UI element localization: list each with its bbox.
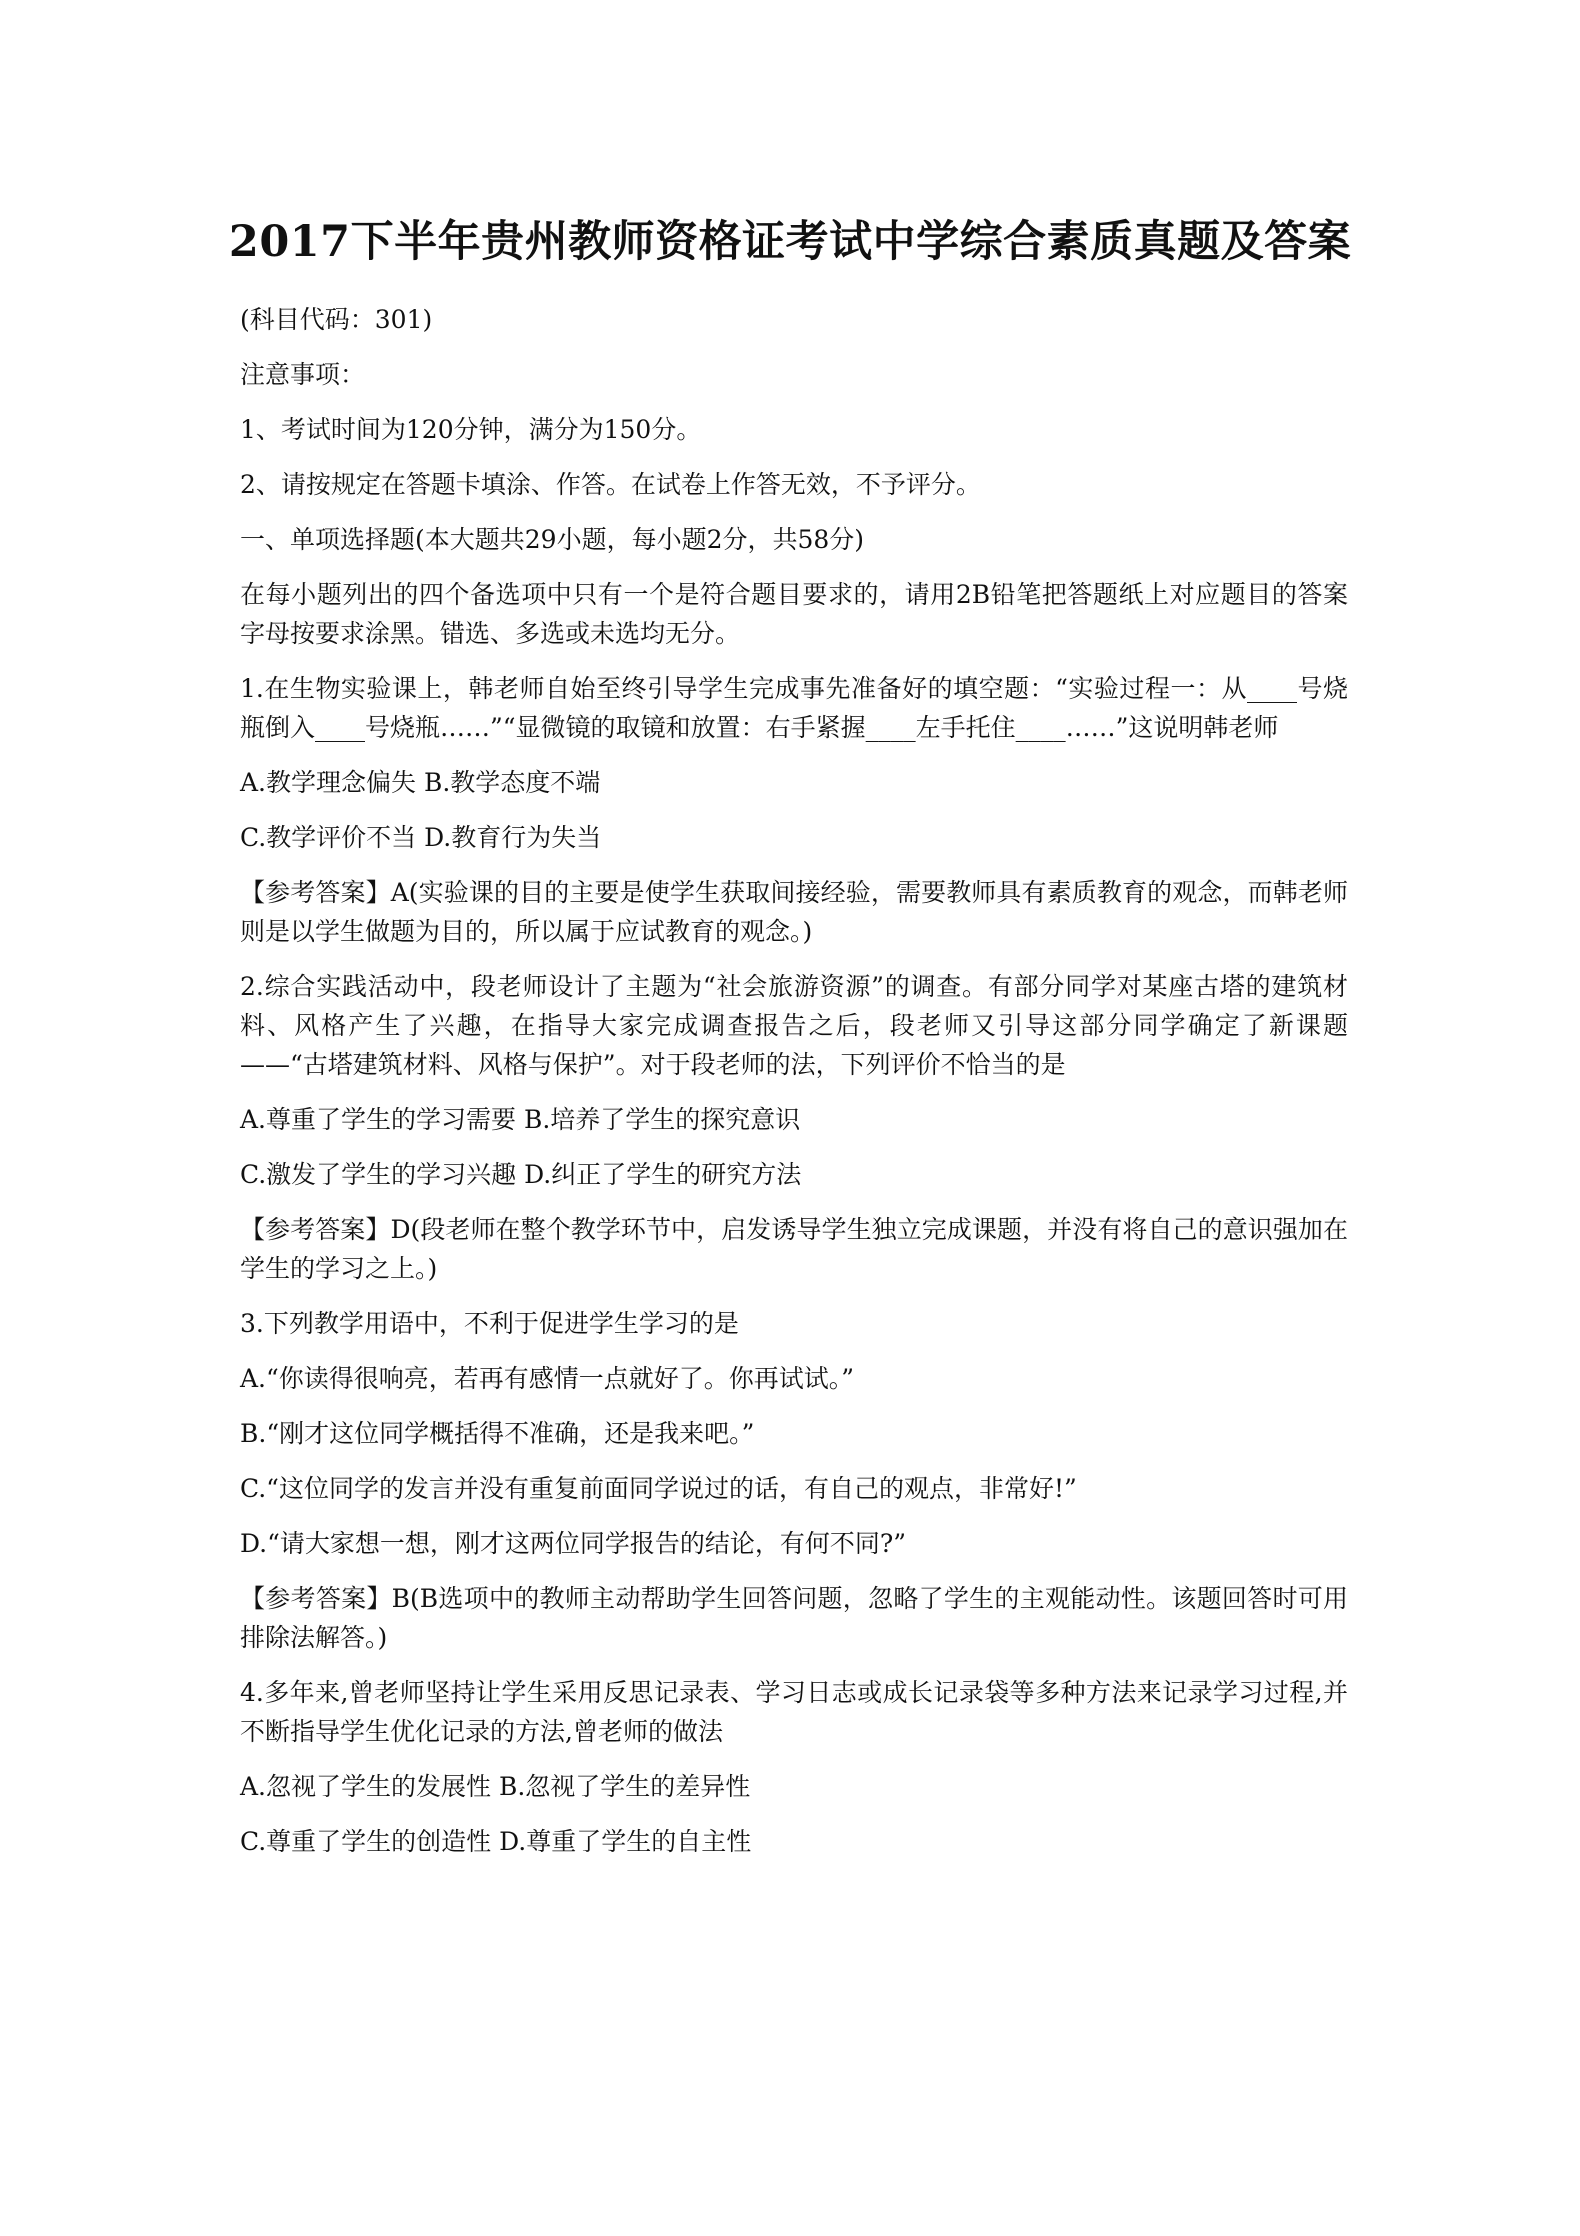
question-option: D.“请大家想一想，刚才这两位同学报告的结论，有何不同?”	[240, 1529, 907, 1558]
reference-answer: 【参考答案】B(B选项中的教师主动帮助学生回答问题，忽略了学生的主观能动性。该题回答时可用排除法解答。)	[240, 1584, 1348, 1652]
question-options: C.激发了学生的学习兴趣 D.纠正了学生的研究方法	[240, 1160, 802, 1189]
reference-answer: 【参考答案】A(实验课的目的主要是使学生获取间接经验，需要教师具有素质教育的观念，而韩老师则是以学生做题为目的，所以属于应试教育的观念。)	[240, 878, 1348, 946]
document-body	[240, 300, 1348, 1877]
question-stem: 2.综合实践活动中，段老师设计了主题为“社会旅游资源”的调查。有部分同学对某座古塔的建筑材料、风格产生了兴趣，在指导大家完成调查报告之后，段老师又引导这部分同学确定了新课题——“古塔建筑材料、风格与保护”。对于段老师的法，下列评价不恰当的是	[240, 972, 1348, 1079]
notice-item: 1、考试时间为120分钟，满分为150分。	[240, 415, 702, 444]
question-options: A.教学理念偏失 B.教学态度不端	[240, 768, 601, 797]
notice-item: 2、请按规定在答题卡填涂、作答。在试卷上作答无效，不予评分。	[240, 470, 981, 499]
question-options: C.教学评价不当 D.教育行为失当	[240, 823, 602, 852]
question-stem: 4.多年来,曾老师坚持让学生采用反思记录表、学习日志或成长记录袋等多种方法来记录学习过程,并不断指导学生优化记录的方法,曾老师的做法	[240, 1678, 1348, 1746]
question-stem: 1.在生物实验课上，韩老师自始至终引导学生完成事先准备好的填空题：“实验过程一：从____号烧瓶倒入____号烧瓶……”“显微镜的取镜和放置：右手紧握____左手托住____……”这说明韩老师	[240, 674, 1348, 742]
question-option: B.“刚才这位同学概括得不准确，还是我来吧。”	[240, 1419, 755, 1448]
subject-code: (科目代码：301)	[240, 305, 433, 334]
question-option: C.“这位同学的发言并没有重复前面同学说过的话，有自己的观点，非常好!”	[240, 1474, 1077, 1503]
reference-answer: 【参考答案】D(段老师在整个教学环节中，启发诱导学生独立完成课题，并没有将自己的意识强加在学生的学习之上。)	[240, 1215, 1348, 1283]
notice-heading: 注意事项：	[240, 360, 366, 389]
question-stem: 3.下列教学用语中，不利于促进学生学习的是	[240, 1309, 739, 1338]
question-options: C.尊重了学生的创造性 D.尊重了学生的自主性	[240, 1827, 752, 1856]
question-option: A.“你读得很响亮，若再有感情一点就好了。你再试试。”	[240, 1364, 855, 1393]
section-heading: 一、单项选择题(本大题共29小题，每小题2分，共58分)	[240, 525, 865, 554]
document-title: 2017下半年贵州教师资格证考试中学综合素质真题及答案	[228, 217, 1352, 267]
question-options: A.尊重了学生的学习需要 B.培养了学生的探究意识	[240, 1105, 801, 1134]
question-options: A.忽视了学生的发展性 B.忽视了学生的差异性	[240, 1772, 751, 1801]
section-instructions: 在每小题列出的四个备选项中只有一个是符合题目要求的，请用2B铅笔把答题纸上对应题目的答案字母按要求涂黑。错选、多选或未选均无分。	[240, 580, 1348, 648]
